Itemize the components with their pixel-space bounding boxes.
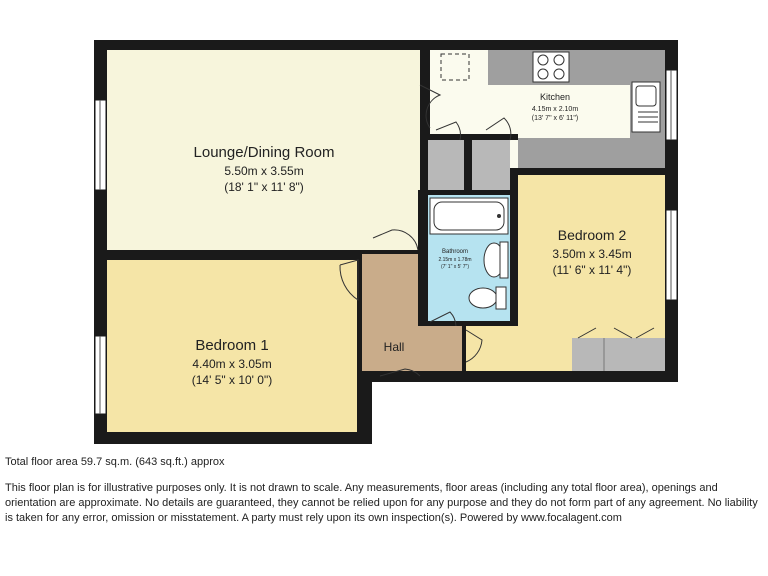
- bedroom2-metric: 3.50m x 3.45m: [552, 247, 632, 261]
- lounge-imperial: (18' 1" x 11' 8"): [224, 180, 304, 194]
- wall-bath-top: [418, 190, 518, 195]
- bedroom2-imperial: (11' 6" x 11' 4"): [552, 263, 632, 277]
- hall-title: Hall: [383, 340, 405, 354]
- lounge-metric: 5.50m x 3.55m: [224, 164, 304, 178]
- kitchen-metric: 4.15m x 2.10m: [531, 106, 579, 113]
- toilet-icon: [469, 288, 497, 308]
- bedroom1-title: Bedroom 1: [195, 337, 269, 354]
- wall-hall-bedroom2: [462, 326, 466, 371]
- bathroom-imperial: (7' 1" x 5' 7"): [441, 264, 469, 270]
- wall-bath-right: [510, 190, 518, 326]
- bedroom1-imperial: (14' 5" x 10' 0"): [191, 373, 273, 387]
- wall-kitchen-bedroom2: [518, 168, 665, 175]
- bathroom-title: Bathroom: [441, 249, 469, 255]
- bedroom1-metric: 4.40m x 3.05m: [192, 357, 272, 371]
- wall-bath-bottom: [456, 321, 518, 326]
- kitchen-imperial: (13' 7" x 6' 11"): [531, 115, 579, 122]
- hob-icon: [533, 52, 569, 82]
- disclaimer-text: This floor plan is for illustrative purposes only. It is not drawn to scale. Any measurements, floor areas (including any total floor area), openings and orientation are approximate. No details are guaranteed, they cannot be relied upon for any purpose and they do not form part of any agreement. No liability is taken for any error, omission or misstatement. A party must rely upon its own inspection(s). Powered by www.focalagent.com: [5, 482, 758, 524]
- wall-lounge-bedroom1: [107, 250, 362, 260]
- hall-floor-lower: [362, 326, 462, 371]
- kitchen-title: Kitchen: [539, 92, 571, 102]
- lounge-title: Lounge/Dining Room: [193, 144, 335, 161]
- total-floor-area: Total floor area 59.7 sq.m. (643 sq.ft.) approx: [5, 456, 225, 468]
- bathroom-metric: 2.15m x 1.78m: [438, 257, 472, 263]
- bedroom2-title: Bedroom 2: [557, 227, 627, 243]
- wall-lounge-stub: [420, 246, 428, 260]
